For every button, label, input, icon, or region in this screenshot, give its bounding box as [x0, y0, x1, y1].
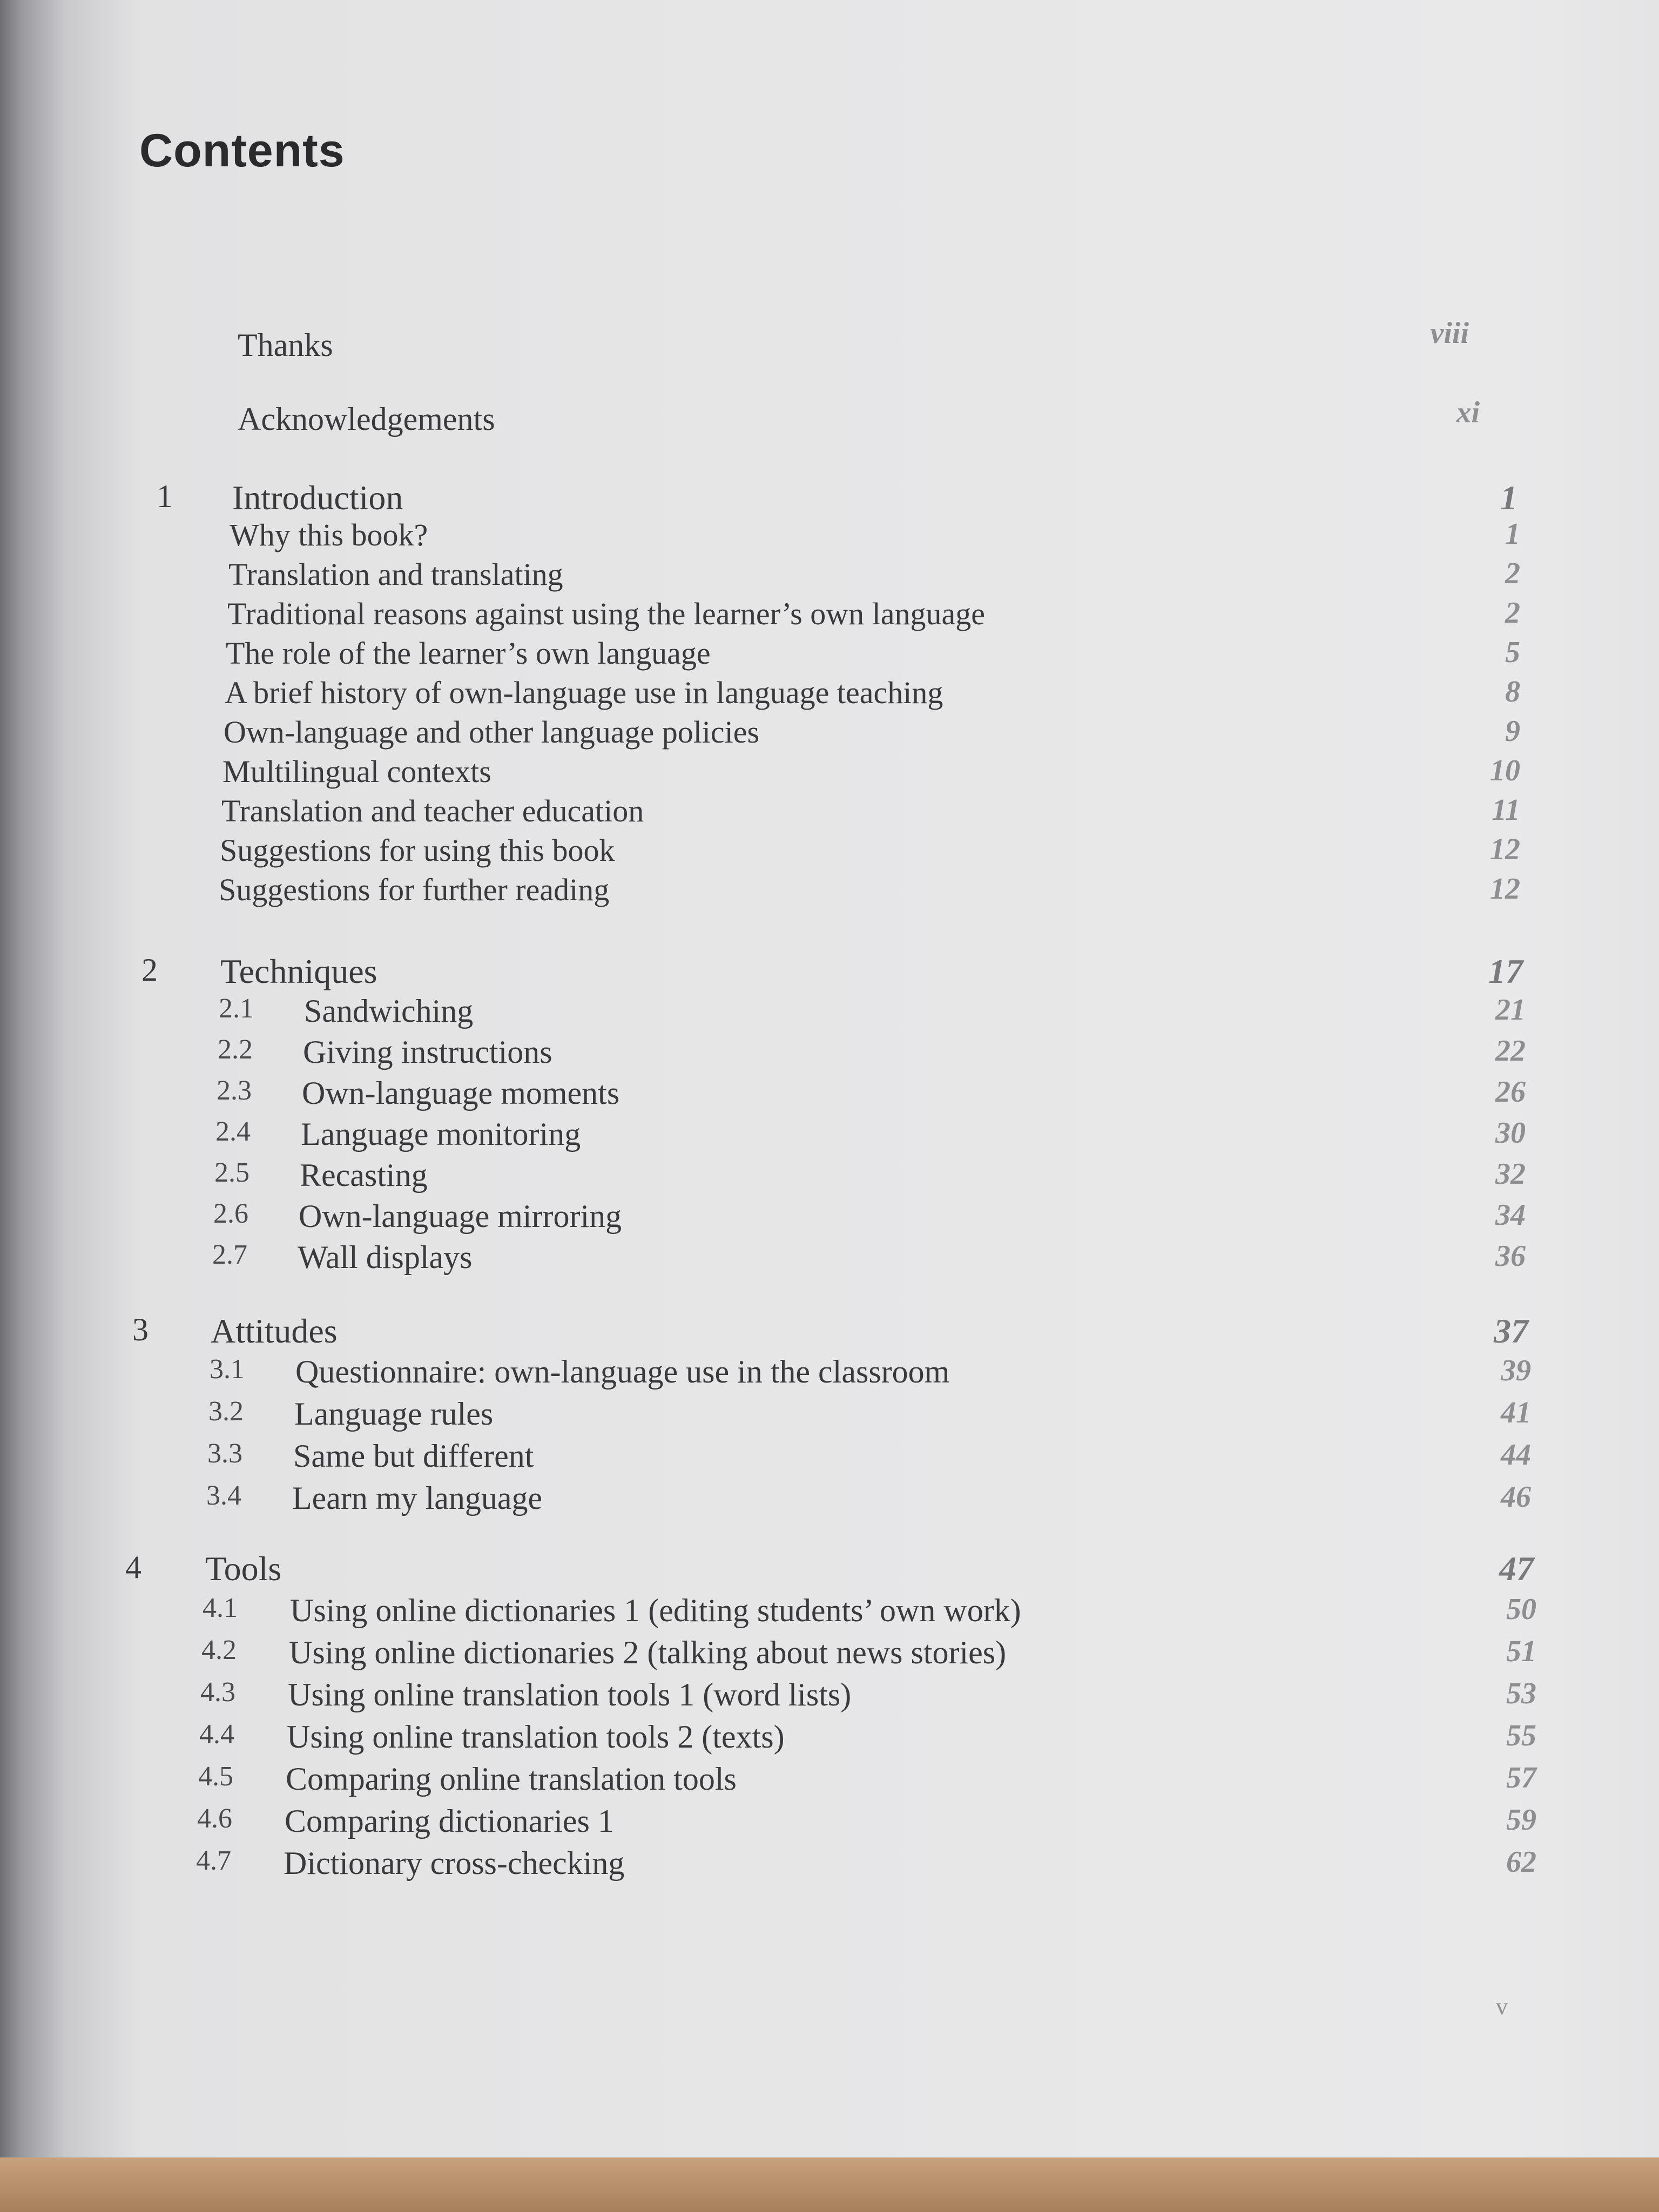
section-title: Why this book? — [230, 517, 428, 552]
section-title: Comparing dictionaries 1 — [285, 1803, 614, 1839]
section-page-number: 12 — [1490, 833, 1520, 866]
toc-section-entry — [0, 1480, 1659, 1523]
section-title: Own-language moments — [302, 1075, 620, 1111]
toc-section-entry — [0, 793, 1659, 836]
toc-section-entry — [0, 675, 1659, 718]
toc-chapter-entry — [0, 952, 1659, 995]
section-number: 4.5 — [198, 1761, 233, 1792]
toc-section-entry — [0, 1157, 1659, 1200]
section-page-number: 36 — [1495, 1239, 1526, 1273]
toc-section-entry — [0, 1634, 1659, 1677]
toc-section-entry — [0, 1075, 1659, 1118]
section-page-number: 11 — [1492, 793, 1520, 827]
section-title: Questionnaire: own-language use in the classroom — [295, 1354, 950, 1390]
section-number: 2.6 — [213, 1198, 248, 1229]
section-page-number: 5 — [1505, 636, 1520, 669]
toc-section-entry — [0, 872, 1659, 915]
section-page-number: 62 — [1506, 1845, 1536, 1879]
toc-chapter-entry — [0, 1549, 1659, 1592]
toc-section-entry — [0, 993, 1659, 1036]
section-page-number: 2 — [1505, 557, 1520, 590]
section-title: Giving instructions — [303, 1034, 552, 1070]
section-page-number: 30 — [1495, 1116, 1526, 1150]
section-number: 3.4 — [206, 1480, 241, 1511]
chapter-page-number: 17 — [1488, 952, 1523, 990]
section-number: 2.1 — [219, 993, 254, 1024]
toc-section-entry — [0, 596, 1659, 639]
section-number: 2.2 — [218, 1034, 253, 1065]
chapter-number: 1 — [157, 478, 173, 514]
section-page-number: 8 — [1505, 675, 1520, 709]
section-page-number: 57 — [1506, 1761, 1536, 1795]
section-number: 4.1 — [203, 1593, 238, 1623]
section-page-number: 12 — [1490, 872, 1520, 906]
section-title: Dictionary cross-checking — [284, 1845, 625, 1881]
section-page-number: 21 — [1495, 993, 1526, 1027]
section-page-number: 1 — [1505, 517, 1520, 551]
page-title: Contents — [139, 125, 345, 177]
chapter-number: 3 — [132, 1312, 149, 1347]
chapter-title: Tools — [205, 1549, 282, 1588]
section-title: Own-language and other language policies — [224, 714, 760, 750]
chapter-number: 2 — [141, 952, 158, 988]
toc-section-entry — [0, 556, 1659, 599]
section-page-number: 34 — [1495, 1198, 1526, 1232]
section-title: Language rules — [294, 1396, 494, 1432]
section-title: Using online dictionaries 2 (talking about news stories) — [289, 1635, 1007, 1670]
toc-section-entry — [0, 832, 1659, 875]
toc-section-entry — [0, 1116, 1659, 1159]
toc-section-entry — [0, 1718, 1659, 1762]
section-title: Wall displays — [298, 1239, 473, 1275]
section-number: 4.6 — [197, 1803, 232, 1834]
section-title: Comparing online translation tools — [286, 1761, 737, 1797]
section-page-number: 51 — [1506, 1635, 1536, 1668]
section-number: 4.2 — [201, 1635, 237, 1665]
section-title: Sandwiching — [304, 993, 474, 1029]
toc-section-entry — [0, 1803, 1659, 1846]
section-page-number: 9 — [1505, 714, 1520, 748]
chapter-title: Introduction — [232, 478, 403, 517]
section-title: Suggestions for further reading — [219, 872, 610, 907]
chapter-page-number: 1 — [1500, 478, 1518, 517]
toc-section-entry — [0, 1438, 1659, 1481]
toc-section-entry — [0, 517, 1659, 560]
section-page-number: 39 — [1501, 1354, 1531, 1387]
section-page-number: 44 — [1501, 1438, 1531, 1472]
section-page-number: 10 — [1490, 754, 1520, 787]
section-page-number: 53 — [1506, 1677, 1536, 1710]
toc-section-entry — [0, 1845, 1659, 1888]
section-number: 2.5 — [214, 1157, 249, 1188]
section-title: Using online translation tools 1 (word lists) — [288, 1677, 852, 1712]
front-matter-label: Acknowledgements — [238, 401, 495, 437]
chapter-page-number: 47 — [1499, 1549, 1534, 1588]
section-title: Using online translation tools 2 (texts) — [287, 1719, 785, 1755]
section-title: Traditional reasons against using the learner’s own language — [227, 596, 985, 631]
section-title: Translation and translating — [228, 557, 563, 592]
page-number: xi — [1456, 396, 1480, 429]
section-title: Multilingual contexts — [222, 754, 491, 789]
section-page-number: 46 — [1501, 1480, 1531, 1514]
section-title: Same but different — [293, 1438, 534, 1474]
section-page-number: 2 — [1505, 596, 1520, 630]
toc-section-entry — [0, 1761, 1659, 1804]
section-page-number: 32 — [1495, 1157, 1526, 1191]
toc-front-matter-entry — [0, 316, 1659, 370]
front-matter-label: Thanks — [238, 327, 333, 363]
section-page-number: 26 — [1495, 1075, 1526, 1109]
toc-section-entry — [0, 1198, 1659, 1241]
section-title: Learn my language — [292, 1480, 543, 1516]
section-title: A brief history of own-language use in language teaching — [225, 675, 943, 710]
chapter-title: Attitudes — [211, 1312, 338, 1350]
section-page-number: 22 — [1495, 1034, 1526, 1068]
section-title: Suggestions for using this book — [220, 833, 615, 868]
page-folio: v — [1496, 1993, 1508, 2020]
section-number: 4.3 — [200, 1677, 235, 1708]
section-page-number: 41 — [1501, 1396, 1531, 1429]
table-surface — [0, 2157, 1659, 2212]
section-number: 3.3 — [207, 1438, 242, 1469]
toc-chapter-entry — [0, 1311, 1659, 1354]
toc-chapter-entry — [0, 478, 1659, 521]
section-title: Own-language mirroring — [299, 1198, 622, 1234]
section-page-number: 55 — [1506, 1719, 1536, 1752]
section-number: 3.1 — [210, 1354, 245, 1385]
page-number: viii — [1430, 316, 1469, 350]
section-page-number: 50 — [1506, 1593, 1536, 1626]
section-number: 4.4 — [199, 1719, 234, 1750]
section-number: 3.2 — [208, 1396, 244, 1427]
section-number: 4.7 — [196, 1845, 231, 1876]
toc-section-entry — [0, 1353, 1659, 1397]
chapter-page-number: 37 — [1494, 1312, 1528, 1350]
toc-section-entry — [0, 753, 1659, 797]
toc-section-entry — [0, 1592, 1659, 1635]
section-number: 2.7 — [212, 1239, 247, 1270]
section-title: Translation and teacher education — [221, 793, 644, 828]
section-title: Recasting — [300, 1157, 428, 1193]
toc-section-entry — [0, 1034, 1659, 1077]
chapter-number: 4 — [125, 1549, 141, 1585]
section-title: Using online dictionaries 1 (editing students’ own work) — [290, 1593, 1021, 1628]
toc-section-entry — [0, 714, 1659, 757]
toc-section-entry — [0, 1676, 1659, 1719]
toc-section-entry — [0, 635, 1659, 678]
section-title: The role of the learner’s own language — [226, 636, 711, 671]
chapter-title: Techniques — [220, 952, 377, 990]
toc-section-entry — [0, 1239, 1659, 1282]
toc-section-entry — [0, 1395, 1659, 1439]
section-title: Language monitoring — [301, 1116, 581, 1152]
section-number: 2.4 — [215, 1116, 251, 1147]
section-number: 2.3 — [217, 1075, 252, 1106]
section-page-number: 59 — [1506, 1803, 1536, 1837]
toc-front-matter-entry — [0, 396, 1659, 444]
